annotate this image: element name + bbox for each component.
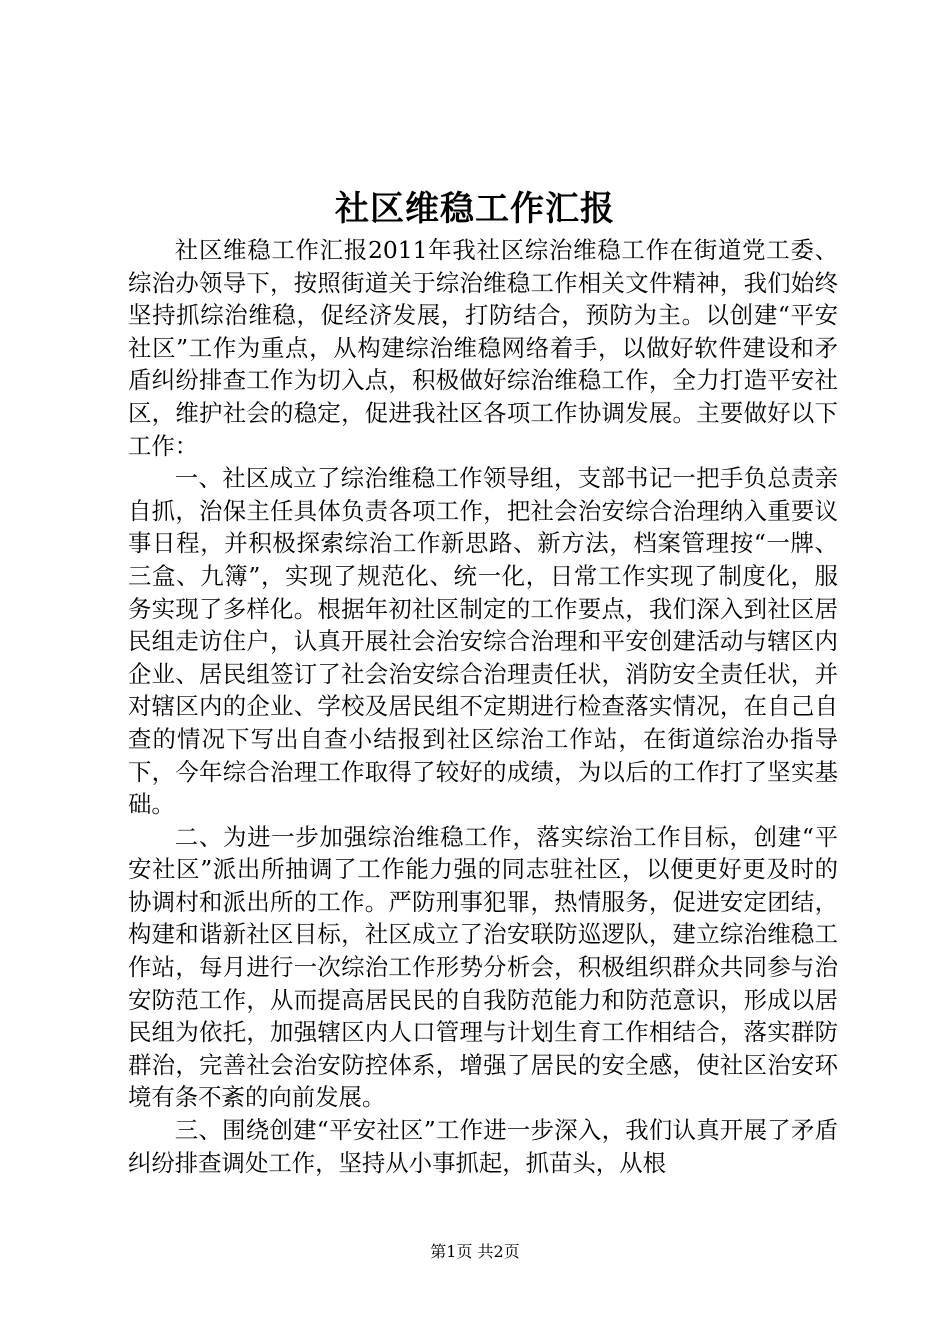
document-title: 社区维稳工作汇报 xyxy=(335,189,615,229)
paragraph-section-3: 三、围绕创建“平安社区”工作进一步深入，我们认真开展了矛盾纠纷排查调处工作，坚持从小事抓起，抓苗头，从根 xyxy=(128,1116,838,1177)
page-number-footer: 第1页 共2页 xyxy=(430,1242,520,1261)
document-body xyxy=(128,234,838,1179)
paragraph-intro: 社区维稳工作汇报2011年我社区综治维稳工作在街道党工委、综治办领导下，按照街道关于综治维稳工作相关文件精神，我们始终坚持抓综治维稳，促经济发展，打防结合，预防为主。以创建“平安社区”工作为重点，从构建综治维稳网络着手，以做好软件建设和矛盾纠纷排查工作为切入点，积极做好综治维稳工作，全力打造平安社区，维护社会的稳定，促进我社区各项工作协调发展。主要做好以下工作： xyxy=(128,236,838,460)
paragraph-section-2: 二、为进一步加强综治维稳工作，落实综治工作目标，创建“平安社区”派出所抽调了工作能力强的同志驻社区，以便更好更及时的协调村和派出所的工作。严防刑事犯罪，热情服务，促进安定团结，构建和谐新社区目标，社区成立了治安联防巡逻队，建立综治维稳工作站，每月进行一次综治工作形势分析会，积极组织群众共同参与治安防范工作，从而提高居民民的自我防范能力和防范意识，形成以居民组为依托，加强辖区内人口管理与计划生育工作相结合，落实群防群治，完善社会治安防控体系，增强了居民的安全感，使社区治安环境有条不紊的向前发展。 xyxy=(128,822,838,1112)
paragraph-section-1: 一、社区成立了综治维稳工作领导组，支部书记一把手负总责亲自抓，治保主任具体负责各项工作，把社会治安综合治理纳入重要议事日程，并积极探索综治工作新思路、新方法，档案管理按“一牌、三盒、九簿”，实现了规范化、统一化，日常工作实现了制度化，服务实现了多样化。根据年初社区制定的工作要点，我们深入到社区居民组走访住户，认真开展社会治安综合治理和平安创建活动与辖区内企业、居民组签订了社会治安综合治理责任状，消防安全责任状，并对辖区内的企业、学校及居民组不定期进行检查落实情况，在自己自查的情况下写出自查小结报到社区综治工作站，在街道综治办指导下，今年综合治理工作取得了较好的成绩，为以后的工作打了坚实基础。 xyxy=(128,464,838,819)
